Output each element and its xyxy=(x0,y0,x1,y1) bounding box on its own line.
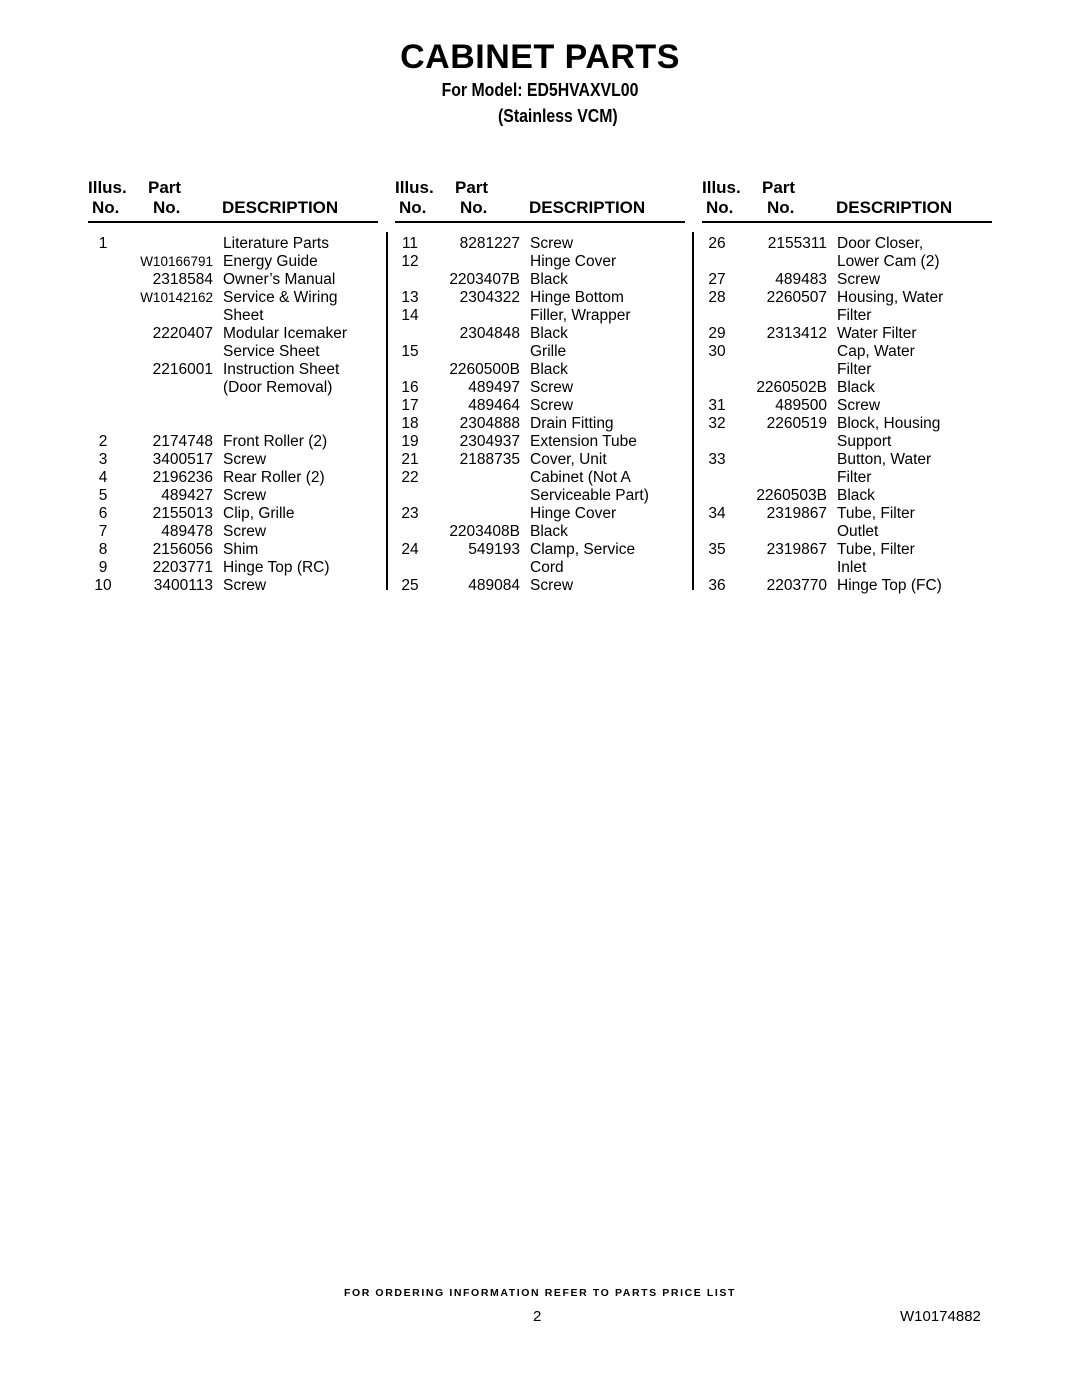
part-description: Sheet xyxy=(223,307,264,324)
part-description: Support xyxy=(837,433,892,450)
header-part: Part xyxy=(762,178,796,197)
illus-number: 15 xyxy=(401,343,419,360)
part-description: Screw xyxy=(223,577,267,594)
illus-number: 8 xyxy=(98,541,108,558)
table-row xyxy=(702,505,992,523)
part-description: Black xyxy=(530,361,568,378)
part-description: Outlet xyxy=(837,523,879,540)
table-row xyxy=(702,253,992,271)
illus-number: 3 xyxy=(98,451,108,468)
part-number: 2203770 xyxy=(766,577,827,594)
part-number: 2155311 xyxy=(767,235,827,252)
table-row xyxy=(88,451,378,469)
part-description: Hinge Top (RC) xyxy=(223,559,330,576)
illus-number: 27 xyxy=(708,271,726,288)
part-description: Door Closer, xyxy=(837,235,924,252)
part-description: Literature Parts xyxy=(223,235,329,252)
column-header xyxy=(702,176,992,223)
illus-number: 28 xyxy=(708,289,726,306)
illus-number: 19 xyxy=(401,433,419,450)
table-row xyxy=(395,487,685,505)
part-number: 489464 xyxy=(468,397,520,414)
header-no: No. xyxy=(399,198,427,217)
part-number: 2319867 xyxy=(766,505,827,522)
part-number: 2260507 xyxy=(766,289,827,306)
table-row xyxy=(395,505,685,523)
part-description: Black xyxy=(837,379,875,396)
part-number: 2318584 xyxy=(152,271,213,288)
table-row xyxy=(702,325,992,343)
illus-number: 2 xyxy=(98,433,108,450)
table-row xyxy=(395,379,685,397)
illus-number: 33 xyxy=(708,451,726,468)
part-description: Tube, Filter xyxy=(837,505,915,522)
table-row xyxy=(702,397,992,415)
table-row xyxy=(702,541,992,559)
illus-number: 16 xyxy=(401,379,419,396)
table-row xyxy=(395,325,685,343)
table-row xyxy=(395,343,685,361)
part-number: 3400113 xyxy=(153,577,213,594)
part-number: 2304888 xyxy=(459,415,520,432)
parts-rows xyxy=(395,235,685,595)
part-number: 489084 xyxy=(468,577,520,594)
illus-number: 23 xyxy=(401,505,419,522)
table-row xyxy=(702,559,992,577)
part-number: 2304322 xyxy=(459,289,520,306)
table-row xyxy=(395,559,685,577)
table-row xyxy=(395,523,685,541)
part-number: 489500 xyxy=(775,397,827,414)
illus-number: 31 xyxy=(708,397,726,414)
table-row xyxy=(395,433,685,451)
part-description: Black xyxy=(837,487,875,504)
illus-number: 4 xyxy=(98,469,108,486)
header-illus: Illus. xyxy=(702,178,741,197)
illus-number: 11 xyxy=(401,235,419,252)
table-row xyxy=(88,415,378,433)
part-number: 2304848 xyxy=(459,325,520,342)
illus-number: 24 xyxy=(401,541,419,558)
table-row xyxy=(702,271,992,289)
part-description: Owner’s Manual xyxy=(223,271,336,288)
part-description: Screw xyxy=(530,235,574,252)
table-row xyxy=(395,577,685,595)
part-description: Inlet xyxy=(837,559,867,576)
part-description: Service Sheet xyxy=(223,343,320,360)
part-description: Screw xyxy=(223,487,267,504)
part-number: 489478 xyxy=(161,523,213,540)
table-row xyxy=(395,397,685,415)
part-description: Screw xyxy=(837,271,881,288)
parts-column-1 xyxy=(88,176,378,595)
illus-number: 35 xyxy=(708,541,726,558)
column-divider xyxy=(386,232,388,590)
part-description: Drain Fitting xyxy=(530,415,614,432)
page-number: 2 xyxy=(533,1308,542,1325)
part-description: (Door Removal) xyxy=(223,379,333,396)
illus-number: 18 xyxy=(401,415,419,432)
part-description: Rear Roller (2) xyxy=(223,469,325,486)
table-row xyxy=(395,451,685,469)
page-title: CABINET PARTS xyxy=(400,38,680,76)
part-description: Black xyxy=(530,325,568,342)
illus-number: 17 xyxy=(401,397,419,414)
part-number: 2155013 xyxy=(152,505,213,522)
illus-number: 26 xyxy=(708,235,726,252)
table-row xyxy=(88,505,378,523)
part-description: Cord xyxy=(530,559,564,576)
table-row xyxy=(395,541,685,559)
illus-number: 29 xyxy=(708,325,726,342)
part-description: Block, Housing xyxy=(837,415,941,432)
header-illus: Illus. xyxy=(395,178,434,197)
table-row xyxy=(395,469,685,487)
illus-number: 12 xyxy=(401,253,419,270)
illus-number: 6 xyxy=(98,505,108,522)
part-description: Cover, Unit xyxy=(530,451,607,468)
header-part: Part xyxy=(455,178,489,197)
table-row xyxy=(395,361,685,379)
part-number: 2260502B xyxy=(756,379,827,396)
part-number: 2203408B xyxy=(449,523,520,540)
part-number: 2220407 xyxy=(152,325,213,342)
part-description: Screw xyxy=(223,451,267,468)
part-description: Filler, Wrapper xyxy=(530,307,631,324)
part-description: Instruction Sheet xyxy=(223,361,340,378)
part-number: 2203407B xyxy=(449,271,520,288)
part-number: 2174748 xyxy=(152,433,213,450)
header-part: Part xyxy=(148,178,182,197)
table-row xyxy=(88,397,378,415)
parts-column-3 xyxy=(702,176,992,595)
table-row xyxy=(88,379,378,397)
part-description: Grille xyxy=(530,343,567,360)
part-number: 2216001 xyxy=(152,361,213,378)
parts-column-2 xyxy=(395,176,685,595)
table-row xyxy=(702,307,992,325)
part-number: 2304937 xyxy=(459,433,520,450)
part-description: Housing, Water xyxy=(837,289,944,306)
part-description: Shim xyxy=(223,541,259,558)
part-description: Hinge Cover xyxy=(530,253,617,270)
part-number: 2188735 xyxy=(459,451,520,468)
table-row xyxy=(702,523,992,541)
part-description: Filter xyxy=(837,361,872,378)
table-row xyxy=(88,541,378,559)
part-description: Clip, Grille xyxy=(223,505,295,522)
part-number: 489483 xyxy=(775,271,827,288)
part-number: 549193 xyxy=(468,541,520,558)
table-row xyxy=(88,559,378,577)
table-row xyxy=(702,343,992,361)
header-description: DESCRIPTION xyxy=(836,198,953,217)
document-number: W10174882 xyxy=(900,1308,981,1325)
illus-number: 5 xyxy=(98,487,108,504)
table-row xyxy=(88,235,378,253)
part-description: Screw xyxy=(530,577,574,594)
illus-number: 32 xyxy=(708,415,726,432)
part-description: Filter xyxy=(837,307,872,324)
variant-line: (Stainless VCM) xyxy=(498,106,618,126)
table-row xyxy=(395,307,685,325)
header-part-no: No. xyxy=(767,198,795,217)
table-row xyxy=(395,271,685,289)
column-header xyxy=(395,176,685,223)
illus-number: 14 xyxy=(401,307,419,324)
table-row xyxy=(88,433,378,451)
part-description: Filter xyxy=(837,469,872,486)
part-description: Serviceable Part) xyxy=(530,487,649,504)
table-row xyxy=(88,307,378,325)
table-row xyxy=(88,289,378,307)
table-row xyxy=(88,343,378,361)
part-description: Button, Water xyxy=(837,451,932,468)
part-description: Front Roller (2) xyxy=(223,433,328,450)
part-number: 3400517 xyxy=(152,451,213,468)
table-row xyxy=(395,253,685,271)
parts-rows xyxy=(702,235,992,595)
part-number: W10142162 xyxy=(140,290,213,305)
part-number: 2260519 xyxy=(766,415,827,432)
header-description: DESCRIPTION xyxy=(222,198,339,217)
part-description: Screw xyxy=(530,379,574,396)
part-number: 2156056 xyxy=(152,541,213,558)
header-part-no: No. xyxy=(460,198,488,217)
table-row xyxy=(88,271,378,289)
part-description: Hinge Top (FC) xyxy=(837,577,942,594)
column-header xyxy=(88,176,378,223)
table-row xyxy=(88,361,378,379)
part-description: Black xyxy=(530,523,568,540)
header-illus: Illus. xyxy=(88,178,127,197)
part-description: Black xyxy=(530,271,568,288)
illus-number: 25 xyxy=(401,577,419,594)
part-description: Clamp, Service xyxy=(530,541,636,558)
part-description: Screw xyxy=(223,523,267,540)
part-number: W10166791 xyxy=(140,254,213,269)
illus-number: 9 xyxy=(98,559,108,576)
illus-number: 13 xyxy=(401,289,419,306)
part-number: 2203771 xyxy=(152,559,213,576)
model-line: For Model: ED5HVAXVL00 xyxy=(441,80,639,100)
part-description: Hinge Cover xyxy=(530,505,617,522)
table-row xyxy=(395,235,685,253)
table-row xyxy=(88,577,378,595)
parts-rows xyxy=(88,235,378,595)
table-row xyxy=(702,289,992,307)
table-row xyxy=(88,253,378,271)
part-description: Screw xyxy=(530,397,574,414)
part-number: 2196236 xyxy=(152,469,213,486)
part-description: Cap, Water xyxy=(837,343,915,360)
part-number: 2260503B xyxy=(756,487,827,504)
header-part-no: No. xyxy=(153,198,181,217)
illus-number: 21 xyxy=(401,451,419,468)
illus-number: 7 xyxy=(98,523,108,540)
table-row xyxy=(88,325,378,343)
table-row xyxy=(88,487,378,505)
column-divider xyxy=(692,232,694,590)
illus-number: 22 xyxy=(401,469,419,486)
part-number: 2319867 xyxy=(766,541,827,558)
part-description: Cabinet (Not A xyxy=(530,469,631,486)
part-description: Lower Cam (2) xyxy=(837,253,940,270)
part-description: Tube, Filter xyxy=(837,541,915,558)
table-row xyxy=(702,433,992,451)
part-description: Water Filter xyxy=(837,325,917,342)
illus-number: 30 xyxy=(708,343,726,360)
table-row xyxy=(88,469,378,487)
illus-number: 10 xyxy=(94,577,112,594)
header-no: No. xyxy=(92,198,120,217)
table-row xyxy=(702,577,992,595)
part-number: 489497 xyxy=(468,379,520,396)
part-description: Energy Guide xyxy=(223,253,318,270)
table-row xyxy=(88,523,378,541)
table-row xyxy=(702,235,992,253)
table-row xyxy=(702,361,992,379)
part-description: Hinge Bottom xyxy=(530,289,624,306)
table-row xyxy=(702,379,992,397)
illus-number: 34 xyxy=(708,505,726,522)
table-row xyxy=(702,415,992,433)
table-row xyxy=(395,415,685,433)
header-description: DESCRIPTION xyxy=(529,198,646,217)
part-number: 2313412 xyxy=(766,325,827,342)
part-number: 2260500B xyxy=(449,361,520,378)
illus-number: 36 xyxy=(708,577,726,594)
table-row xyxy=(702,469,992,487)
part-number: 8281227 xyxy=(459,235,520,252)
part-description: Screw xyxy=(837,397,881,414)
part-description: Modular Icemaker xyxy=(223,325,348,342)
part-number: 489427 xyxy=(161,487,213,504)
table-row xyxy=(395,289,685,307)
part-description: Service & Wiring xyxy=(223,289,338,306)
ordering-note: FOR ORDERING INFORMATION REFER TO PARTS PRICE LIST xyxy=(343,1287,737,1299)
table-row xyxy=(702,487,992,505)
illus-number: 1 xyxy=(98,235,108,252)
header-no: No. xyxy=(706,198,734,217)
table-row xyxy=(702,451,992,469)
part-description: Extension Tube xyxy=(530,433,637,450)
